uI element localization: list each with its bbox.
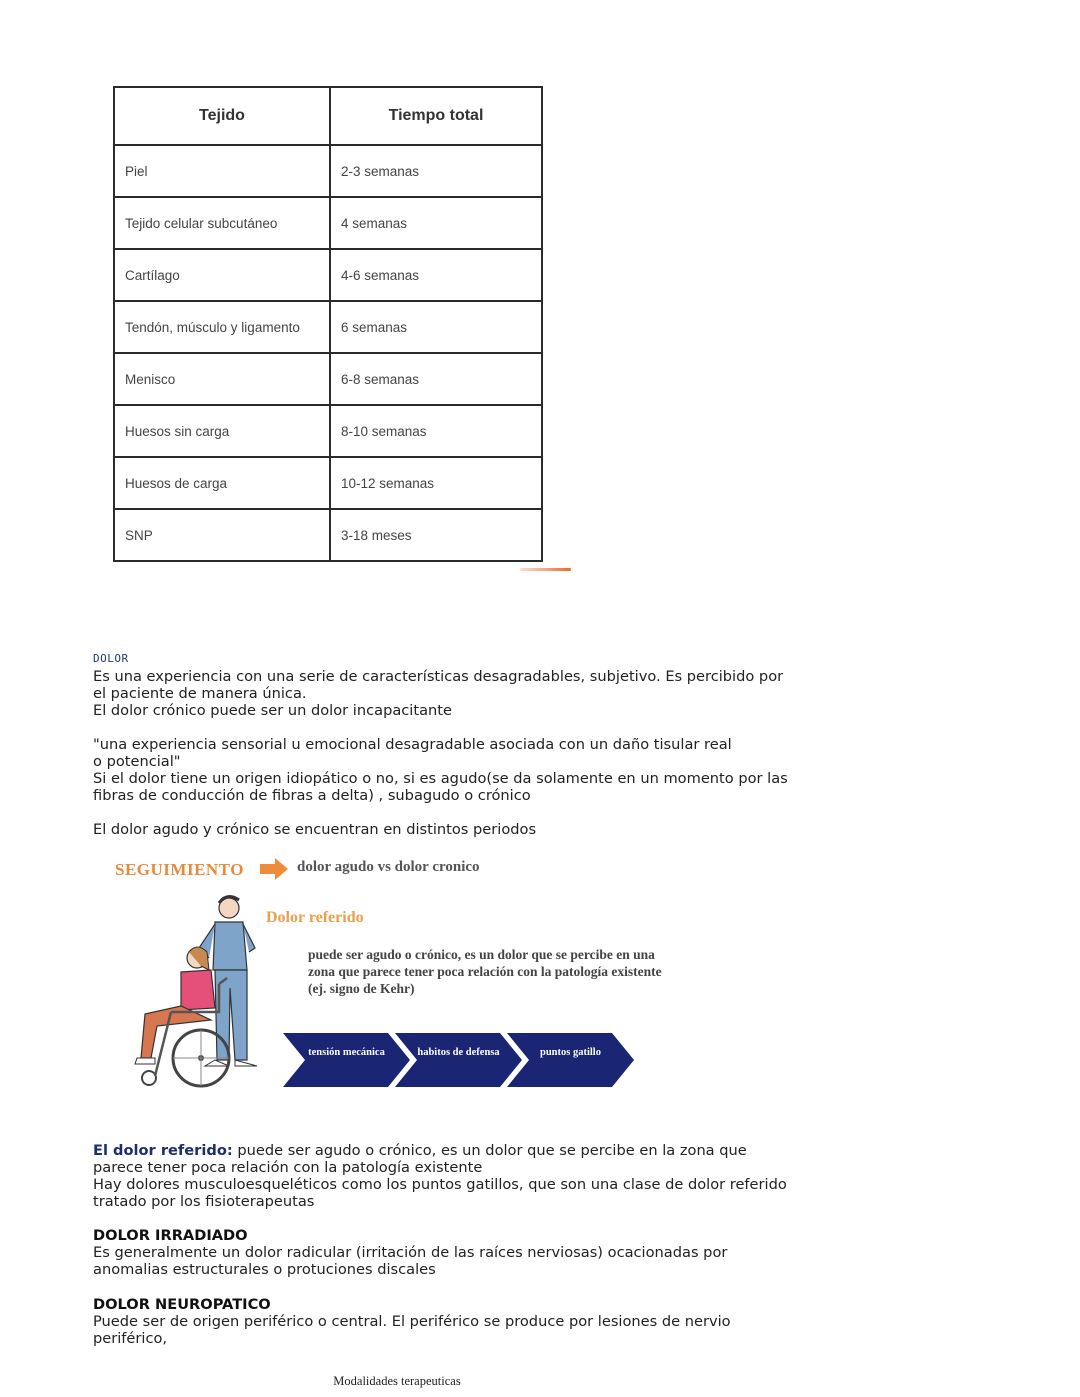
section-kicker-dolor: DOLOR — [93, 652, 129, 665]
table-row — [114, 509, 542, 561]
infographic-subtitle: dolor agudo vs dolor cronico — [297, 859, 480, 875]
page-footer: Modalidades terapeuticas — [333, 1374, 461, 1388]
dolor-referido-title: Dolor referido — [266, 909, 364, 926]
chevron-tension-mecanica — [283, 1033, 410, 1087]
dolor-neuropatico-text: Puede ser de origen periférico o central. El periférico se produce por lesiones de nervio periférico, — [93, 1313, 731, 1347]
dolor-body — [93, 668, 793, 838]
infographic-title: SEGUIMIENTO — [115, 860, 244, 879]
cell-tissue: Menisco — [114, 353, 330, 405]
table-row — [114, 457, 542, 509]
cell-tissue: SNP — [114, 509, 330, 561]
dolor-referido-p2: Hay dolores musculoesqueléticos como los puntos gatillos, que son una clase de dolor referido tratado por los fisioterapeutas — [93, 1176, 787, 1210]
cell-time: 10-12 semanas — [330, 457, 542, 509]
cell-time: 4-6 semanas — [330, 249, 542, 301]
cell-time: 6 semanas — [330, 301, 542, 353]
table-row — [114, 301, 542, 353]
healing-time-table — [113, 86, 543, 562]
dolor-definition: Es una experiencia con una serie de características desagradables, subjetivo. Es percibido por el paciente de manera única. — [93, 668, 784, 702]
cell-time: 4 semanas — [330, 197, 542, 249]
dolor-referido-section — [93, 1142, 793, 1210]
cell-tissue: Tendón, músculo y ligamento — [114, 301, 330, 353]
chevron-label: habitos de defensa — [417, 1047, 500, 1058]
arrow-right-icon — [260, 858, 288, 880]
dolor-referido-description: puede ser agudo o crónico, es un dolor que se percibe en una zona que parece tener poca relación con la patología existente (ej. signo de Kehr) — [308, 947, 662, 996]
table-row — [114, 197, 542, 249]
cell-time: 3-18 meses — [330, 509, 542, 561]
chevron-habitos-defensa — [395, 1033, 522, 1087]
dolor-neuropatico-heading: DOLOR NEUROPATICO — [93, 1296, 271, 1313]
dolor-irradiado-heading: DOLOR IRRADIADO — [93, 1227, 248, 1244]
table-header-row — [114, 87, 542, 145]
dolor-referido-text: puede ser agudo o crónico, es un dolor que se percibe en la zona que parece tener poca relación con la patología existente — [93, 1142, 747, 1176]
dolor-irradiado-section — [93, 1227, 793, 1278]
dolor-neuropatico-section — [93, 1296, 793, 1347]
caregiver-wheelchair-illustration — [115, 888, 275, 1098]
chevron-flow — [283, 1033, 628, 1087]
cell-tissue: Tejido celular subcutáneo — [114, 197, 330, 249]
dolor-quote: "una experiencia sensorial u emocional desagradable asociada con un daño tisular real o potencial" — [93, 736, 732, 770]
cell-tissue: Cartílago — [114, 249, 330, 301]
table-row — [114, 353, 542, 405]
chevron-shape-icon — [507, 1033, 634, 1087]
cell-time: 6-8 semanas — [330, 353, 542, 405]
table-row — [114, 405, 542, 457]
dolor-referido-label: El dolor referido: — [93, 1142, 233, 1159]
cell-time: 8-10 semanas — [330, 405, 542, 457]
decorative-orange-stroke — [520, 568, 571, 571]
header-tejido: Tejido — [114, 87, 330, 145]
table-row — [114, 249, 542, 301]
chevron-shape-icon — [395, 1033, 522, 1087]
dolor-cronico-note: El dolor crónico puede ser un dolor incapacitante — [93, 702, 452, 719]
chevron-label: puntos gatillo — [540, 1047, 601, 1058]
chevron-shape-icon — [283, 1033, 410, 1087]
chevron-puntos-gatillo — [507, 1033, 634, 1087]
cell-tissue: Huesos sin carga — [114, 405, 330, 457]
header-tiempo-total: Tiempo total — [330, 87, 542, 145]
dolor-referido-infographic — [105, 850, 665, 1100]
dolor-periodos: El dolor agudo y crónico se encuentran en distintos periodos — [93, 821, 537, 838]
dolor-irradiado-text: Es generalmente un dolor radicular (irritación de las raíces nerviosas) ocacionadas por anomalias estructurales o protuciones discales — [93, 1244, 728, 1278]
cell-tissue: Piel — [114, 145, 330, 197]
chevron-label: tensión mecánica — [308, 1047, 385, 1058]
table-row — [114, 145, 542, 197]
dolor-origen: Si el dolor tiene un origen idiopático o no, si es agudo(se da solamente en un momento por las fibras de conducción de fibras a delta) , subagudo o crónico — [93, 770, 788, 804]
cell-time: 2-3 semanas — [330, 145, 542, 197]
dolor-referido-paragraph — [93, 1142, 793, 1176]
cell-tissue: Huesos de carga — [114, 457, 330, 509]
